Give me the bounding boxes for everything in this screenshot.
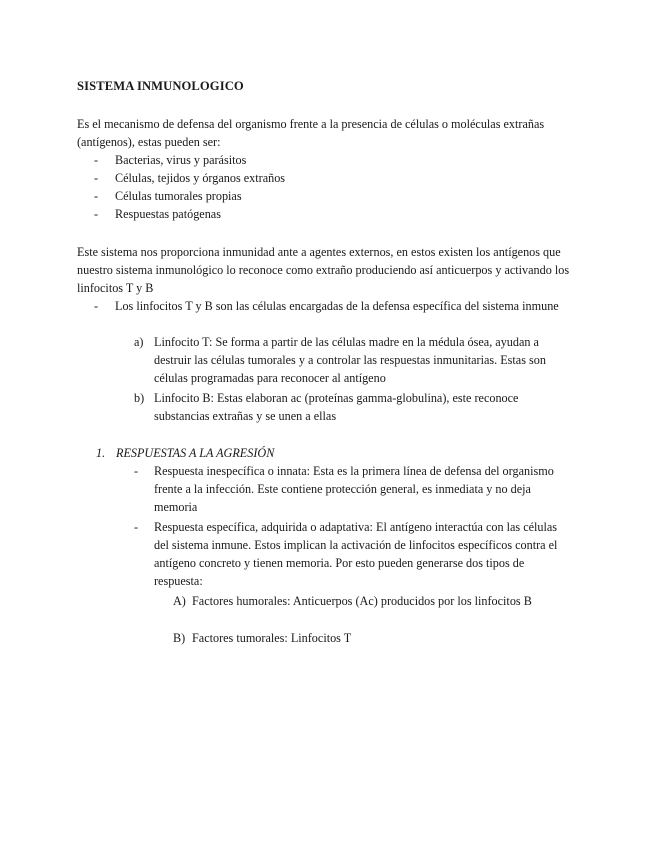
bullet-marker: - xyxy=(94,153,99,167)
bullet-marker: - xyxy=(94,171,99,185)
bullet-marker: - xyxy=(94,189,99,203)
list-item xyxy=(173,592,573,610)
list-marker: A) xyxy=(173,594,186,608)
list-item xyxy=(134,389,549,425)
list-item-text: Factores tumorales: Linfocitos T xyxy=(192,631,352,645)
list-marker: a) xyxy=(134,335,144,349)
section-title: RESPUESTAS A LA AGRESIÓN xyxy=(116,446,275,460)
list-item-text: Respuesta inespecífica o innata: Esta es la primera línea de defensa del organismo frente a la infección. Este contiene protección general, es inmediata y no deja memoria xyxy=(154,464,554,514)
list-item-text: Linfocito T: Se forma a partir de las células madre en la médula ósea, ayudan a destruir las células tumorales y a controlar las respuestas inmunitarias. Estas son células programadas para reconocer al antígeno xyxy=(154,335,546,385)
section-heading xyxy=(96,444,274,462)
list-marker: b) xyxy=(134,391,145,405)
section-number: 1. xyxy=(96,446,106,460)
bullet-marker: - xyxy=(94,299,99,313)
bullet-marker: - xyxy=(134,520,139,534)
list-marker: B) xyxy=(173,631,186,645)
list-item xyxy=(94,169,285,187)
list-item-text: Células tumorales propias xyxy=(115,189,242,203)
list-item xyxy=(94,151,246,169)
list-item xyxy=(134,333,549,387)
bullet-marker: - xyxy=(134,464,139,478)
list-item xyxy=(94,297,589,315)
list-item xyxy=(173,629,573,647)
system-paragraph: Este sistema nos proporciona inmunidad ante a agentes externos, en estos existen los antígenos que nuestro sistema inmunológico lo reconoce como extraño produciendo así anticuerpos y activando los linfocitos T y B xyxy=(77,245,570,295)
list-item-text: Bacterias, virus y parásitos xyxy=(115,153,247,167)
list-item-text: Respuestas patógenas xyxy=(115,207,221,221)
bullet-marker: - xyxy=(94,207,99,221)
list-item xyxy=(134,462,574,516)
list-item xyxy=(134,518,574,590)
list-item-text: Respuesta específica, adquirida o adaptativa: El antígeno interactúa con las células del sistema inmune. Estos implican la activación de linfocitos específicos contra el antígeno concreto y tienen memoria. Por esto pueden generarse dos tipos de respuesta: xyxy=(154,520,558,588)
list-item xyxy=(94,205,221,223)
list-item-text: Linfocito B: Estas elaboran ac (proteínas gamma-globulina), este reconoce substancias extrañas y se unen a ellas xyxy=(154,391,519,423)
list-item-text: Factores humorales: Anticuerpos (Ac) producidos por los linfocitos B xyxy=(192,594,532,608)
intro-paragraph: Es el mecanismo de defensa del organismo frente a la presencia de células o moléculas extrañas (antígenos), estas pueden ser: xyxy=(77,117,545,149)
list-item xyxy=(94,187,242,205)
list-item-text: Los linfocitos T y B son las células encargadas de la defensa específica del sistema inmune xyxy=(115,299,559,313)
document-title: SISTEMA INMUNOLOGICO xyxy=(77,79,244,93)
list-item-text: Células, tejidos y órganos extraños xyxy=(115,171,286,185)
